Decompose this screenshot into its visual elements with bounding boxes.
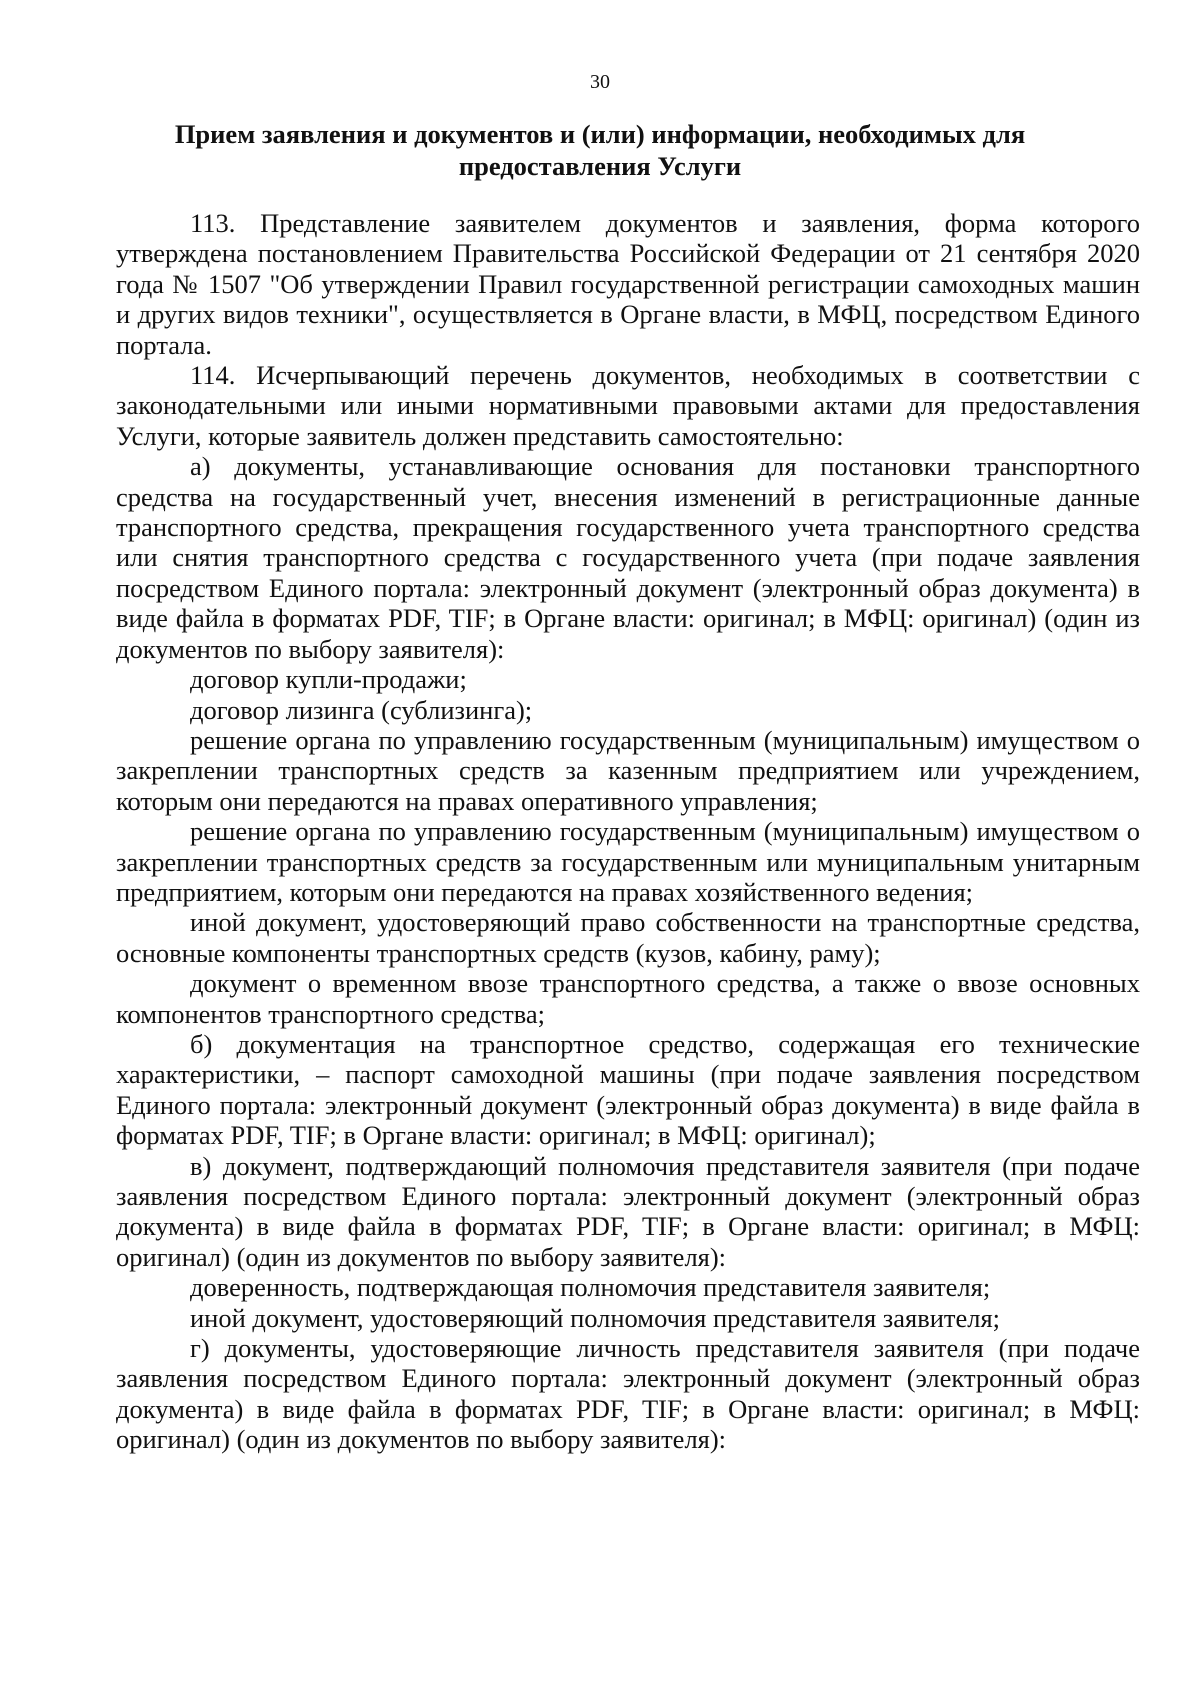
list-subitem: договор купли-продажи;	[190, 664, 467, 695]
list-subitem: иной документ, удостоверяющий полномочия представителя заявителя;	[190, 1302, 1001, 1333]
page-number: 30	[590, 71, 610, 93]
list-subitem: иной документ, удостоверяющий право собственности на транспортные средства, основные компоненты транспортных средств (кузов, кабину, раму);	[116, 907, 1140, 968]
list-item-v: в) документ, подтверждающий полномочия представителя заявителя (при подаче заявления посредством Единого портала: электронный документ (электронный образ документа) в виде файла в форматах PDF, TIF; в Органе власти: оригинал; в МФЦ: оригинал) (один из документов по выбору заявителя):	[116, 1150, 1140, 1272]
paragraph-113: 113. Представление заявителем документов и заявления, форма которого утверждена постановлением Правительства Российской Федерации от 21 сентября 2020 года № 1507 "Об утверждении Правил государственной регистрации самоходных машин и других видов техники", осуществляется в Органе власти, в МФЦ, посредством Единого портала.	[116, 208, 1140, 360]
list-subitem: документ о временном ввозе транспортного средства, а также о ввозе основных компонентов транспортного средства;	[116, 968, 1140, 1029]
list-subitem: договор лизинга (сублизинга);	[190, 694, 533, 725]
list-subitem: решение органа по управлению государственным (муниципальным) имуществом о закреплении транспортных средств за казенным предприятием или учреждением, которым они передаются на правах оперативного управления;	[116, 724, 1140, 816]
list-item-b: б) документация на транспортное средство, содержащая его технические характеристики, – паспорт самоходной машины (при подаче заявления посредством Единого портала: электронный документ (электронный образ документа) в виде файла в форматах PDF, TIF; в Органе власти: оригинал; в МФЦ: оригинал);	[116, 1028, 1140, 1151]
list-item-g: г) документы, удостоверяющие личность представителя заявителя (при подаче заявления посредством Единого портала: электронный документ (электронный образ документа) в виде файла в форматах PDF, TIF; в Органе власти: оригинал; в МФЦ: оригинал) (один из документов по выбору заявителя):	[116, 1333, 1140, 1455]
section-heading: Прием заявления и документов и (или) информации, необходимых для предоставления Услуги	[174, 119, 1026, 181]
document-body	[116, 208, 1140, 1455]
list-subitem: решение органа по управлению государственным (муниципальным) имуществом о закреплении транспортных средств за государственным или муниципальным унитарным предприятием, которым они передаются на правах хозяйственного ведения;	[116, 816, 1140, 907]
list-item-a: а) документы, устанавливающие основания для постановки транспортного средства на государственный учет, внесения изменений в регистрационные данные транспортного средства, прекращения государственного учета транспортного средства или снятия транспортного средства с государственного учета (при подаче заявления посредством Единого портала: электронный документ (электронный образ документа) в виде файла в форматах PDF, TIF; в Органе власти: оригинал; в МФЦ: оригинал) (один из документов по выбору заявителя):	[116, 451, 1140, 664]
paragraph-114: 114. Исчерпывающий перечень документов, необходимых в соответствии с законодательными или иными нормативными правовыми актами для предоставления Услуги, которые заявитель должен представить самостоятельно:	[116, 360, 1140, 451]
list-subitem: доверенность, подтверждающая полномочия представителя заявителя;	[190, 1272, 991, 1303]
